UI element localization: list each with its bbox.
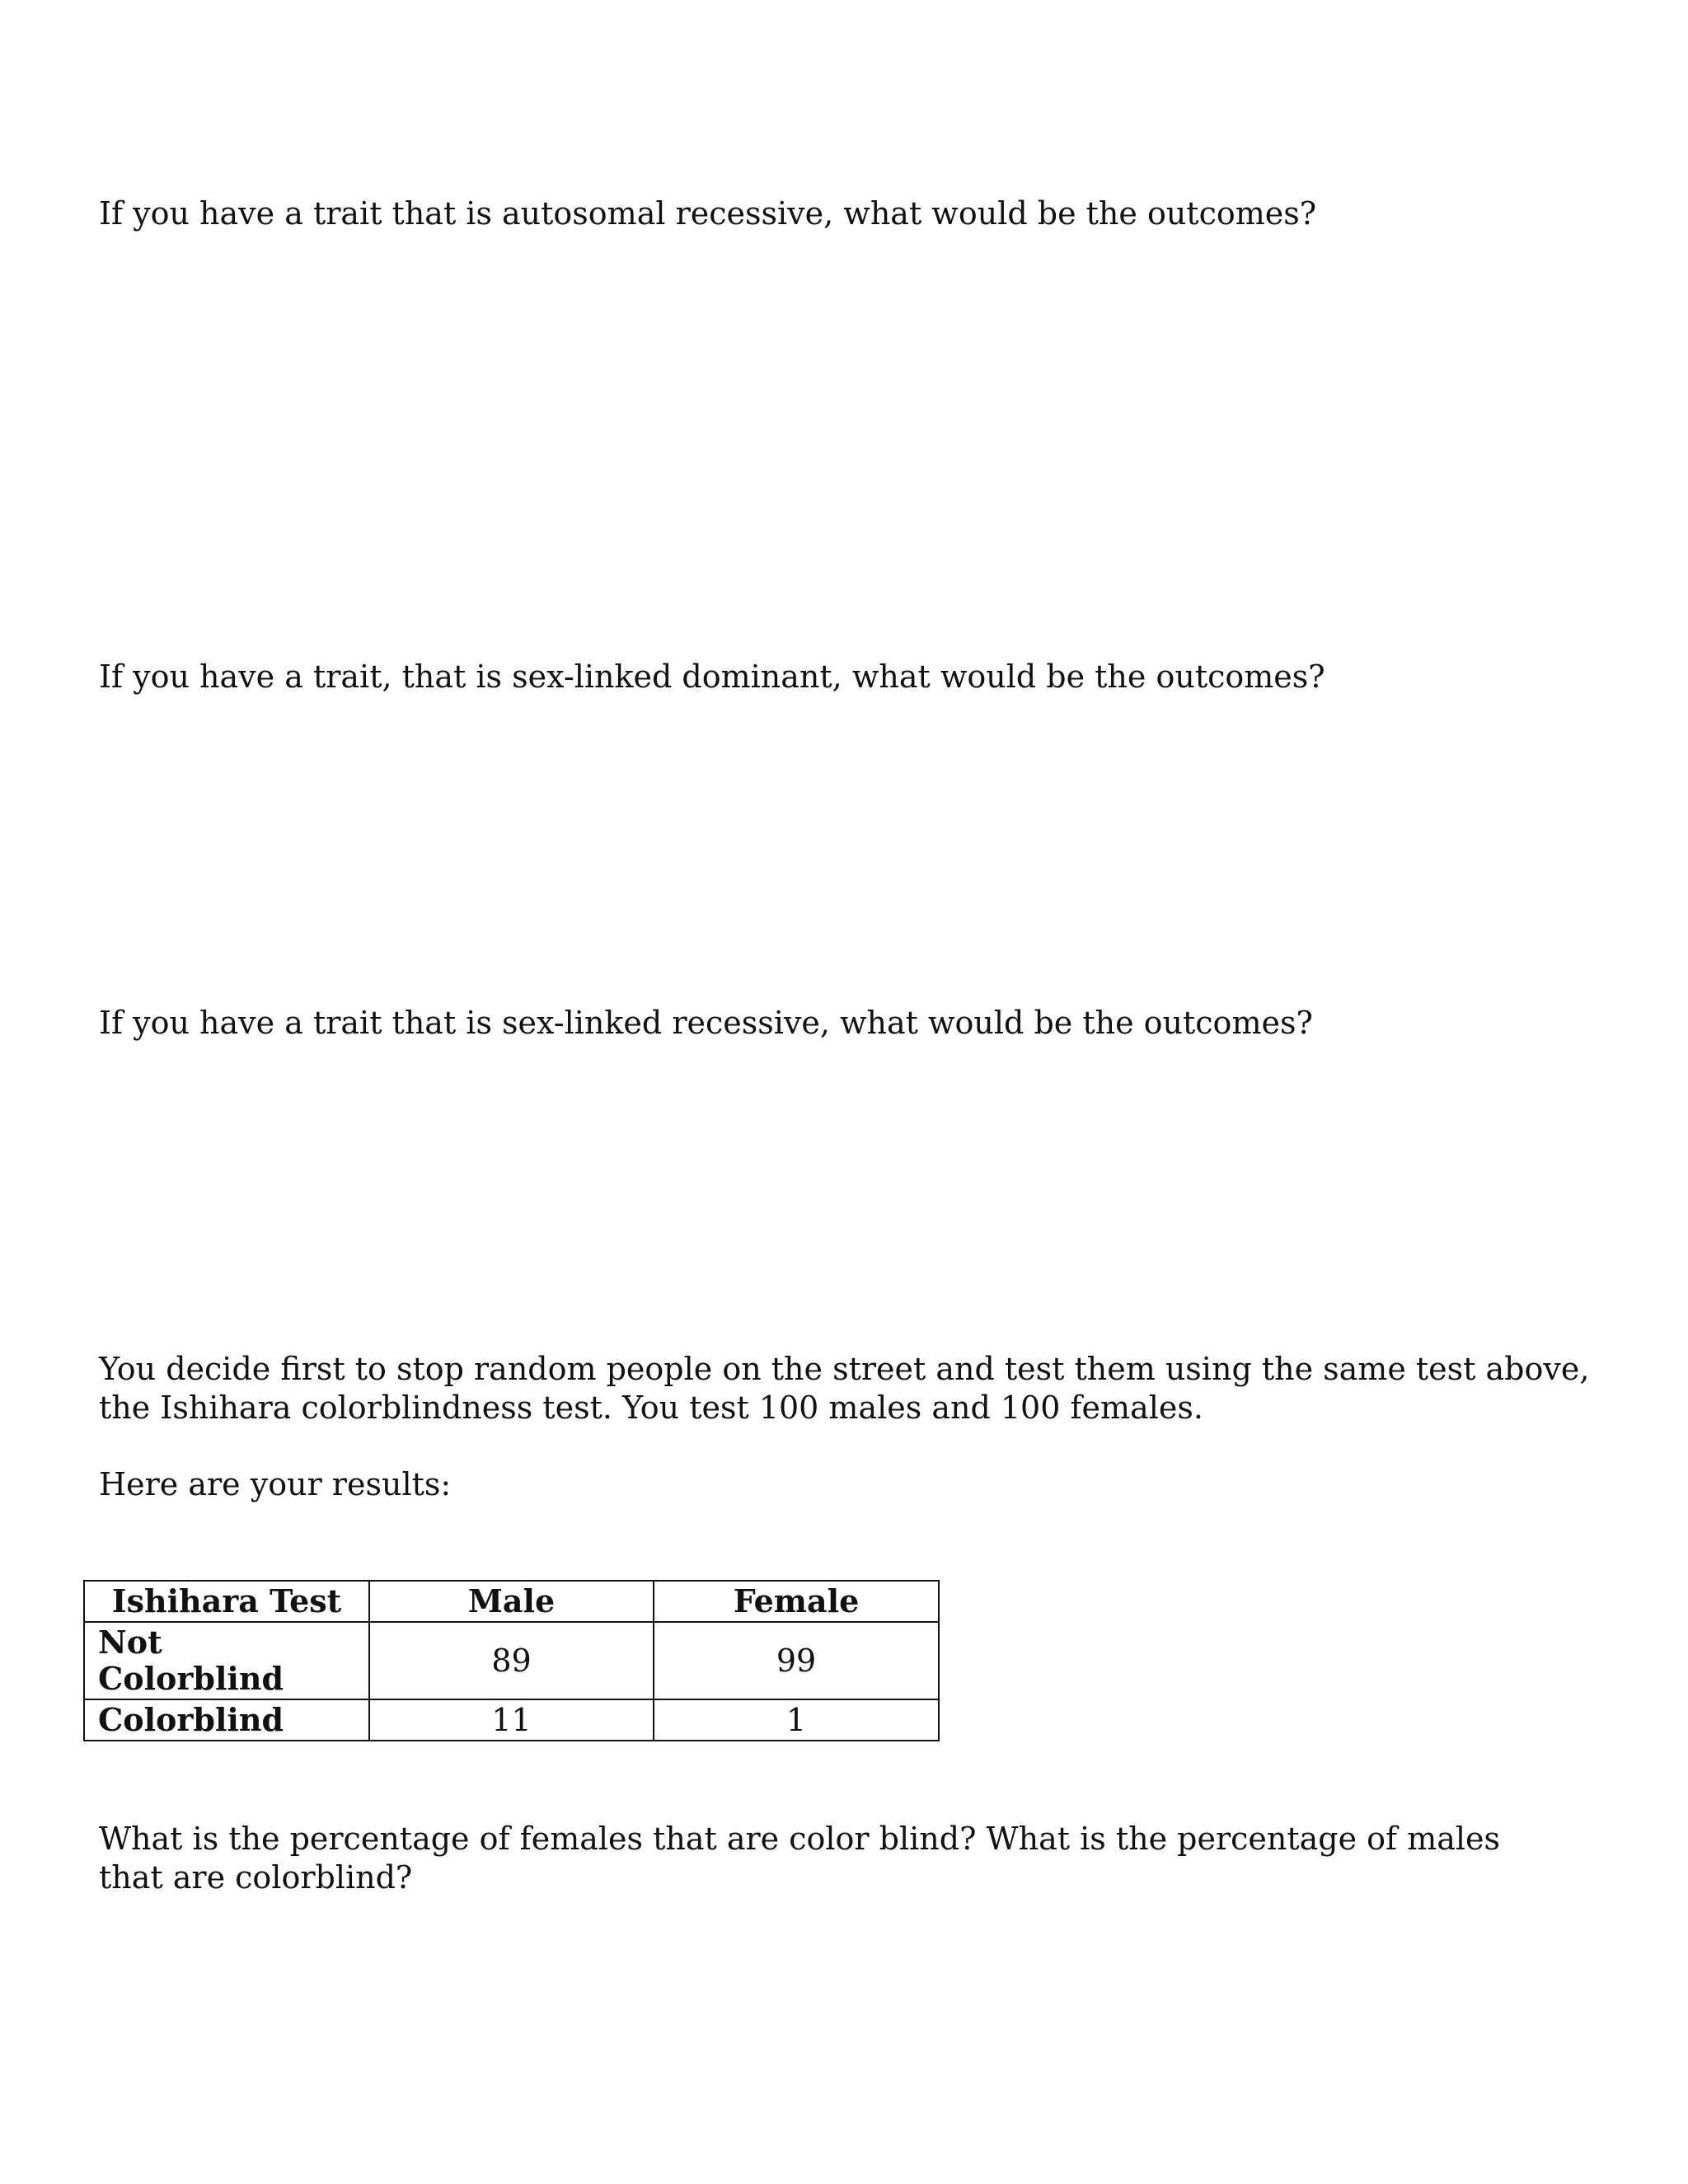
cell-male-not-colorblind: 89: [369, 1622, 654, 1699]
question-autosomal-recessive: If you have a trait that is autosomal recessive, what would be the outcomes?: [99, 195, 1317, 232]
table-header-female: Female: [654, 1581, 939, 1622]
question-sex-linked-dominant: If you have a trait, that is sex-linked dominant, what would be the outcomes?: [99, 658, 1325, 695]
question-percentage: What is the percentage of females that are color blind? What is the percentage of males that are colorblind?: [99, 1821, 1501, 1896]
question-sex-linked-recessive: If you have a trait that is sex-linked recessive, what would be the outcomes?: [99, 1005, 1313, 1041]
cell-female-not-colorblind: 99: [654, 1622, 939, 1699]
ishihara-results-table: [83, 1580, 940, 1741]
table-header-male: Male: [369, 1581, 654, 1622]
results-intro: Here are your results:: [99, 1466, 452, 1502]
row-label-not-colorblind: Not Colorblind: [84, 1622, 369, 1699]
table-header-row: [84, 1581, 939, 1622]
cell-female-colorblind: 1: [654, 1699, 939, 1741]
cell-male-colorblind: 11: [369, 1699, 654, 1741]
table-row: [84, 1622, 939, 1699]
scenario-paragraph: You decide first to stop random people on the street and test them using the same test above, the Ishihara colorblindness test. You test 100 males and 100 females.: [99, 1351, 1590, 1426]
table-row: [84, 1699, 939, 1741]
row-label-colorblind: Colorblind: [84, 1699, 369, 1741]
table-header-test: Ishihara Test: [84, 1581, 369, 1622]
